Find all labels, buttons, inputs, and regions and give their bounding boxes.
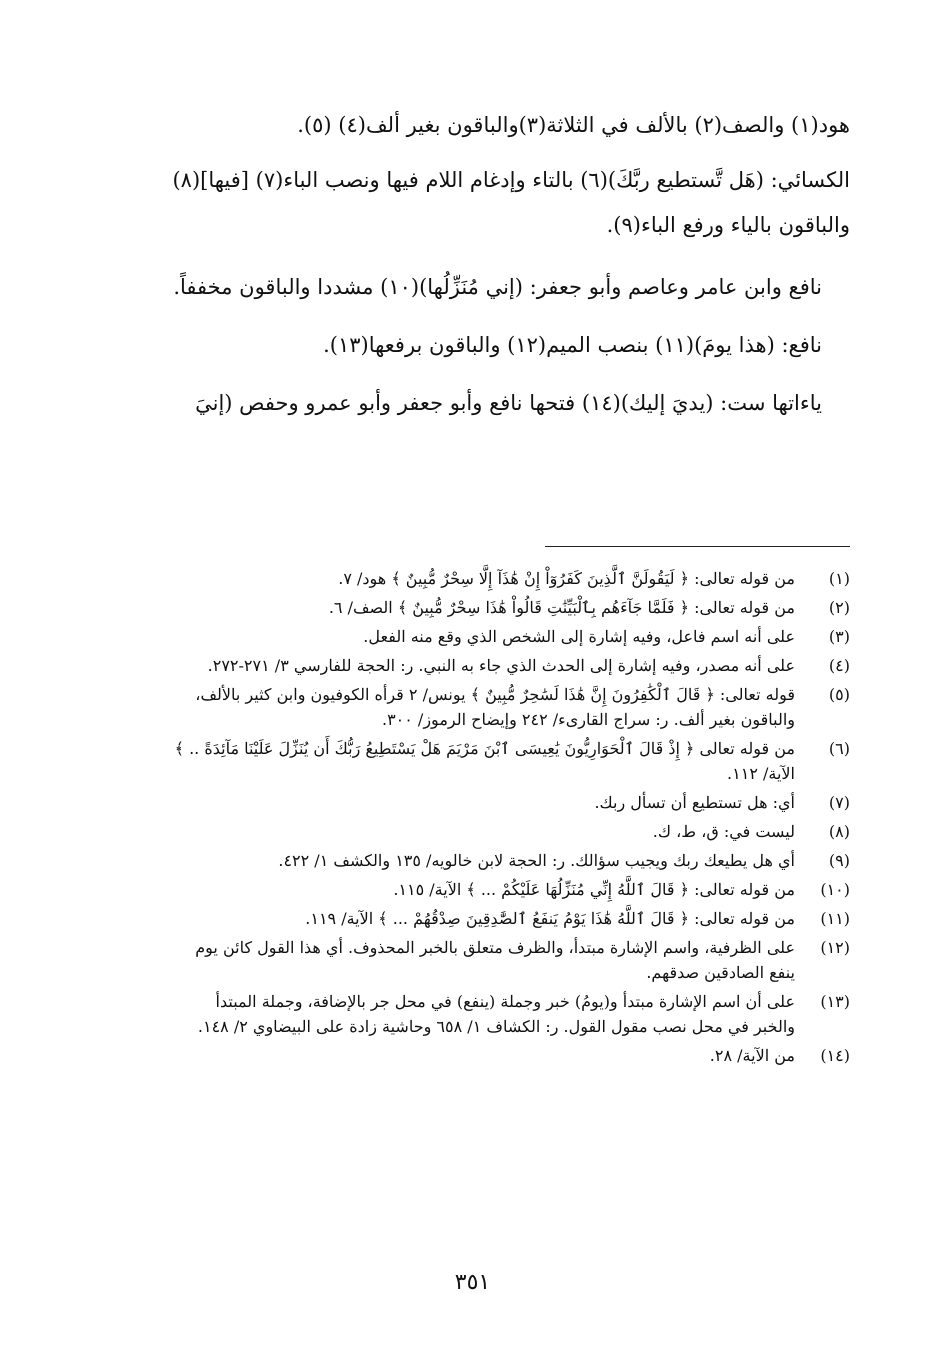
footnote-text: أي هل يطيعك ربك ويجيب سؤالك. ر: الحجة لابن خالويه/ ١٣٥ والكشف ١/ ٤٢٢. [278, 851, 795, 870]
footnote-text: على أن اسم الإشارة مبتدأ و(يومُ) خبر وجملة (ينفع) في محل جر بالإضافة، وجملة المبتدأ [215, 992, 795, 1011]
footnote-text: من الآية/ ٢٨. [709, 1046, 795, 1065]
footnote-11 [80, 906, 850, 931]
footnote-text: قوله تعالى: ﴿ قَالَ ٱلْكَٰفِرُونَ إِنَّ هَٰذَا لَسَٰحِرٌ مُّبِينٌ ﴾ يونس/ ٢ قرأه الكوفيون وابن كثير بالألف، [195, 685, 795, 704]
footnote-text: على أنه مصدر، وفيه إشارة إلى الحدث الذي جاء به النبي. ر: الحجة للفارسي ٣/ ٢٧١-٢٧٢. [207, 656, 795, 675]
footnote-text: من قوله تعالى: ﴿ لَيَقُولَنَّ ٱلَّذِينَ كَفَرُوٓاْ إِنْ هَٰذَآ إِلَّا سِحْرٌ مُّبِينٌ ﴾ هود/ ٧. [338, 569, 795, 588]
main-line-5: نافع: (هذا يومَ)(١١) بنصب الميم(١٢) والباقون برفعها(١٣). [323, 333, 822, 357]
footnote-continuation: والباقون بغير ألف. ر: سراج القارىء/ ٢٤٢ وإيضاح الرموز/ ٣٠٠. [381, 710, 795, 729]
footnote-number: (١) [828, 569, 850, 588]
footnote-text: من قوله تعالى: ﴿ قَالَ ٱللَّهُ هَٰذَا يَوْمُ يَنفَعُ ٱلصَّٰدِقِينَ صِدْقُهُمْ ... ﴾ الآية/ ١١٩. [305, 909, 795, 928]
footnote-number: (٣) [828, 627, 850, 646]
footnote-number: (٧) [828, 793, 850, 812]
footnote-4 [80, 653, 850, 678]
footnote-text: من قوله تعالى ﴿ إِذْ قَالَ ٱلْحَوَارِيُّونَ يَٰعِيسَى ٱبْنَ مَرْيَمَ هَلْ يَسْتَطِيعُ رَبُّكَ أَن يُنَزِّلَ عَلَيْنَا مَآئِدَةً .. ﴾ [174, 739, 795, 758]
footnote-divider [545, 546, 850, 547]
page-number: ٣٥١ [454, 1270, 491, 1295]
footnote-1 [80, 566, 850, 591]
footnote-number: (٤) [828, 656, 850, 675]
main-line-3: والباقون بالياء ورفع الباء(٩). [606, 213, 850, 237]
footnote-14 [80, 1043, 850, 1068]
main-line-6: ياءاتها ست: (يديَ إليك)(١٤) فتحها نافع وأبو جعفر وأبو عمرو وحفص (إنيَ [195, 391, 822, 415]
footnote-number: (١٢) [820, 938, 850, 957]
footnote-8 [80, 819, 850, 844]
footnotes [80, 566, 850, 1072]
footnote-6 [80, 736, 850, 786]
footnote-10 [80, 877, 850, 902]
footnote-number: (٥) [828, 685, 850, 704]
footnote-continuation: والخبر في محل نصب مقول القول. ر: الكشاف ١/ ٦٥٨ وحاشية زادة على البيضاوي ٢/ ١٤٨. [197, 1017, 795, 1036]
footnote-text: ليست في: ق، ط، ك. [652, 822, 795, 841]
footnote-text: على أنه اسم فاعل، وفيه إشارة إلى الشخص الذي وقع منه الفعل. [363, 627, 795, 646]
footnote-text: أي: هل تستطيع أن تسأل ربك. [594, 793, 795, 812]
footnote-3 [80, 624, 850, 649]
footnote-13 [80, 989, 850, 1039]
main-text [80, 110, 850, 418]
footnote-number: (١٤) [820, 1046, 850, 1065]
main-line-1: هود(١) والصف(٢) بالألف في الثلاثة(٣)والباقون بغير ألف(٤) (٥). [297, 113, 850, 137]
footnote-7 [80, 790, 850, 815]
footnote-text: على الظرفية، واسم الإشارة مبتدأ، والظرف متعلق بالخبر المحذوف. أي هذا القول كائن يوم [195, 938, 795, 957]
main-line-2: الكسائي: (هَل تَّستطيع ربَّكَ)(٦) بالتاء وإدغام اللام فيها ونصب الباء(٧) [فيها](٨) [172, 168, 850, 192]
footnote-12 [80, 935, 850, 985]
footnote-number: (١٠) [820, 880, 850, 899]
footnote-number: (٩) [828, 851, 850, 870]
footnote-continuation: الآية/ ١١٢. [727, 764, 795, 783]
footnote-text: من قوله تعالى: ﴿ فَلَمَّا جَآءَهُم بِٱلْبَيِّنَٰتِ قَالُواْ هَٰذَا سِحْرٌ مُّبِينٌ ﴾ الصف/ ٦. [328, 598, 795, 617]
footnote-number: (١١) [820, 909, 850, 928]
footnote-number: (١٣) [820, 992, 850, 1011]
footnote-number: (٢) [828, 598, 850, 617]
footnote-2 [80, 595, 850, 620]
footnote-number: (٨) [828, 822, 850, 841]
footnote-continuation: ينفع الصادقين صدقهم. [646, 963, 795, 982]
main-line-4: نافع وابن عامر وعاصم وأبو جعفر: (إني مُنَزِّلُها)(١٠) مشددا والباقون مخففاً. [173, 275, 822, 299]
footnote-5 [80, 682, 850, 732]
footnote-number: (٦) [828, 739, 850, 758]
footnote-text: من قوله تعالى: ﴿ قَالَ ٱللَّهُ إِنِّي مُنَزِّلُهَا عَلَيْكُمْ ... ﴾ الآية/ ١١٥. [393, 880, 795, 899]
footnote-9 [80, 848, 850, 873]
